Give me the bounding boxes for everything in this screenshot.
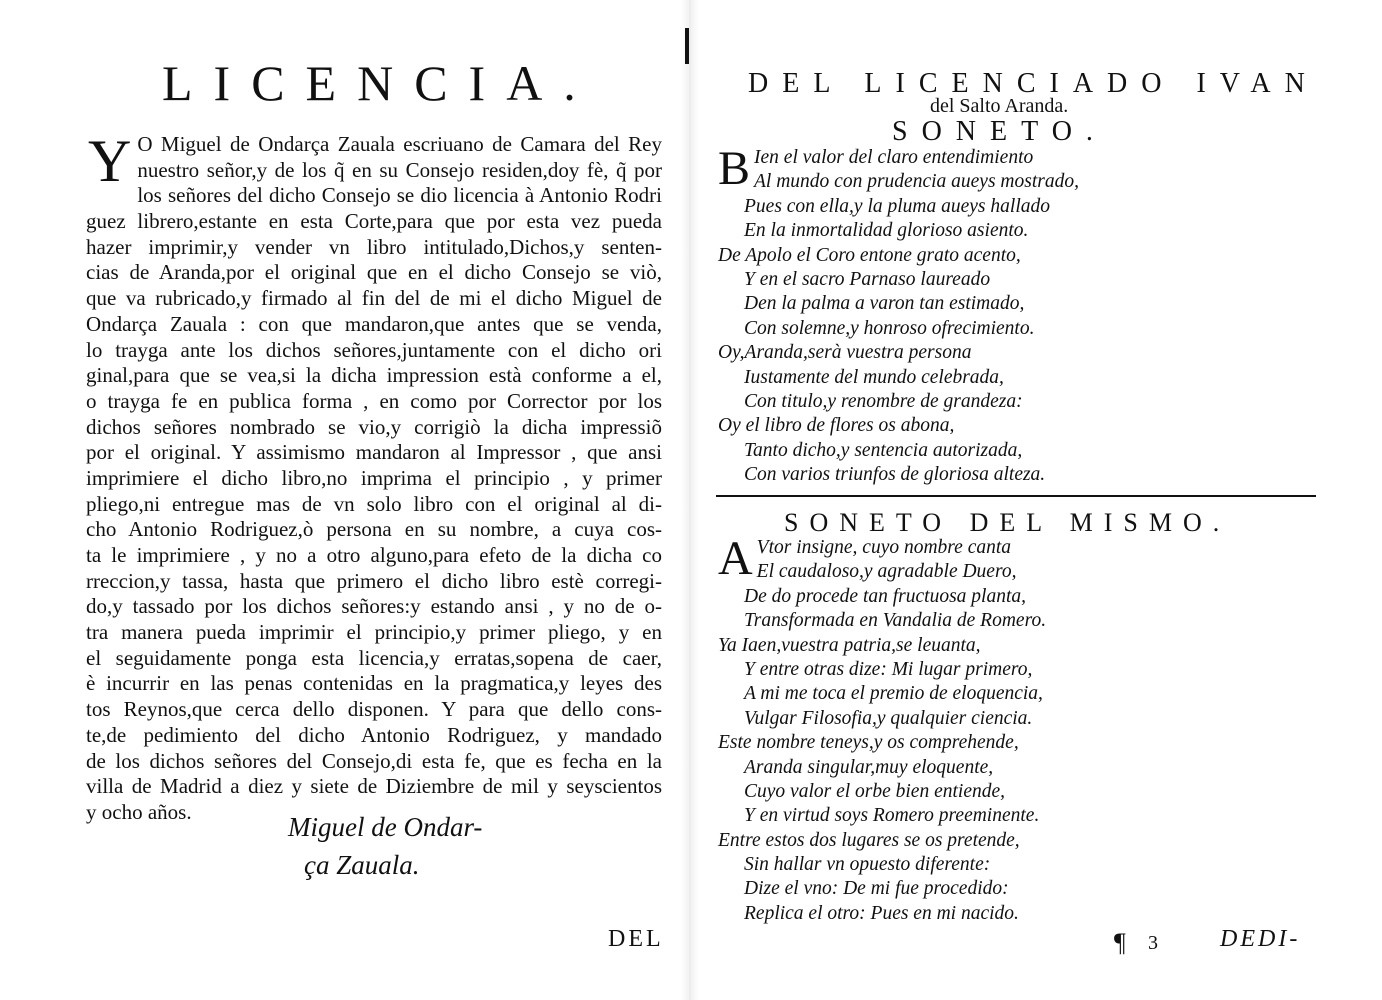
verse-line: Den la palma a varon tan estimado, xyxy=(744,293,1025,315)
text-line: los señores del dicho Consejo se dio licencia à Antonio Rodri xyxy=(137,183,662,208)
text-line: y ocho años. xyxy=(86,799,192,824)
text-line: ginal,para que se vea,si la dicha impression està conforme a el, xyxy=(86,363,662,388)
text-line: pliego,ni entregue mas de vn solo libro con el original al di- xyxy=(86,491,662,516)
text-line: cias de Aranda,por el original que en el dicho Consejo se viò, xyxy=(86,260,662,285)
text-line: do,y tassado por los dichos señores:y estando ansi , y no de o- xyxy=(86,594,662,619)
verse-line: Este nombre teneys,y os comprehende, xyxy=(718,732,1019,754)
gutter-mark xyxy=(685,28,689,64)
verse-line: Sin hallar vn opuesto diferente: xyxy=(744,854,991,876)
text-line: è incurrir en las penas contenidas en la pragmatica,y leyes des xyxy=(86,671,662,696)
catchword: DEL xyxy=(608,926,664,952)
text-line: tra manera pueda imprimir el principio,y primer pliego, y en xyxy=(86,620,662,645)
text-line: que va rubricado,y firmado al fin del de mi el dicho Miguel de xyxy=(86,286,662,311)
text-line: imprimiere el dicho libro,no imprima el principio , y primer xyxy=(86,465,662,490)
catchword: DEDI- xyxy=(1220,926,1301,952)
page-title: LICENCIA. xyxy=(162,55,597,111)
text-line: nuestro señor,y de los q̃ en su Consejo residen,doy fè, q̃ por xyxy=(137,157,662,182)
page-header: DEL LICENCIADO IVAN xyxy=(748,68,1319,99)
verse-line: Al mundo con prudencia aueys mostrado, xyxy=(754,171,1079,193)
verse-line: De Apolo el Coro entone grato acento, xyxy=(718,244,1021,266)
verse-line: Dize el vno: De mi fue procedido: xyxy=(744,878,1009,900)
sonnet-2 xyxy=(718,532,1318,926)
book-gutter xyxy=(681,0,699,1000)
verse-line: Con titulo,y renombre de grandeza: xyxy=(744,390,1023,412)
verse-text: Vtor insigne, cuyo nombre canta xyxy=(756,537,1012,558)
verse-line: Aranda singular,muy eloquente, xyxy=(744,756,994,778)
verse-line: Cuyo valor el orbe bien entiende, xyxy=(744,780,1006,802)
signature-line: ça Zauala. xyxy=(304,850,420,880)
page-number: 3 xyxy=(1148,932,1158,954)
text-line: ta le imprimiere , y no a otro alguno,para efeto de la dicha co xyxy=(86,543,662,567)
text-line: o trayga fe en publica forma , en como por Corrector por los xyxy=(86,388,662,413)
divider-rule xyxy=(716,495,1316,497)
drop-cap: B xyxy=(718,142,751,195)
verse-line: Con varios triunfos de gloriosa alteza. xyxy=(744,464,1046,486)
text-line: rreccion,y tassa, hasta que primero el dicho libro estè corregi- xyxy=(86,568,662,593)
page-subheader: del Salto Aranda. xyxy=(930,95,1069,117)
license-text xyxy=(86,128,662,826)
verse-line: Oy,Aranda,serà vuestra persona xyxy=(718,342,972,364)
verse-line: Replica el otro: Pues en mi nacido. xyxy=(744,902,1019,924)
verse-line: Y en el sacro Parnaso laureado xyxy=(744,268,991,290)
verse-line: Pues con ella,y la pluma aueys hallado xyxy=(744,195,1050,217)
sonnet-1 xyxy=(718,142,1318,487)
verse-line: Oy el libro de flores os abona, xyxy=(718,415,955,437)
text-line: de los dichos señores del Consejo,di esta fe, que es fecha en la xyxy=(86,748,662,773)
text-line: cho Antonio Rodriguez,ò persona en su nombre, a cuya cos- xyxy=(86,517,662,542)
verse-line: Y en virtud soys Romero preeminente. xyxy=(744,805,1040,827)
verse-line: Vulgar Filosofia,y qualquier ciencia. xyxy=(744,707,1033,729)
text-line: O Miguel de Ondarça Zauala escriuano de Camara del Rey xyxy=(137,132,662,156)
text-line: villa de Madrid a diez y siete de Diziembre de mil y seyscientos xyxy=(86,774,662,799)
signature-line: Miguel de Ondar- xyxy=(288,812,483,842)
drop-cap: A xyxy=(718,532,753,585)
verse-line: Ya Iaen,vuestra patria,se leuanta, xyxy=(718,634,981,656)
verse-line: De do procede tan fructuosa planta, xyxy=(744,585,1026,607)
text-line: por el original. Y assimismo mandaron al Impressor , que ansi xyxy=(86,440,662,465)
verse-text: Ien el valor del claro entendimiento xyxy=(754,147,1034,168)
verse-line: Iustamente del mundo celebrada, xyxy=(744,366,1004,388)
sonnet-heading: SONETO DEL MISMO. xyxy=(784,508,1231,537)
text-line: el seguidamente ponga esta licencia,y erratas,sopena de caer, xyxy=(86,645,662,670)
signature xyxy=(288,808,482,884)
verse-line: Transformada en Vandalia de Romero. xyxy=(744,610,1047,632)
verse-line: A mi me toca el premio de eloquencia, xyxy=(744,683,1043,705)
verse-line: Y entre otras dize: Mi lugar primero, xyxy=(744,658,1033,680)
sonnet-heading: SONETO. xyxy=(892,116,1107,147)
text-line: te,de pedimiento del dicho Antonio Rodriguez, y mandado xyxy=(86,722,662,747)
text-line: lo trayga ante los dichos señores,juntamente con el dicho ori xyxy=(86,337,662,362)
verse-line: En la inmortalidad glorioso asiento. xyxy=(744,220,1029,242)
right-page xyxy=(700,0,1382,1000)
verse-line: Entre estos dos lugares se os pretende, xyxy=(718,829,1020,851)
text-line: tos Reynos,que cerca dello disponen. Y para que dello cons- xyxy=(86,697,662,722)
text-line: guez librero,estante en esta Corte,para que por esta vez pueda xyxy=(86,209,662,234)
verse-line: Tanto dicho,y sentencia autorizada, xyxy=(744,439,1023,461)
left-page xyxy=(0,0,680,1000)
text-line: Ondarça Zauala : con que mandaron,que antes que se venda, xyxy=(86,311,662,336)
verse-line: El caudaloso,y agradable Duero, xyxy=(756,561,1017,583)
text-line: dichos señores nombrado se vio,y corrigiò la dicha impressiõ xyxy=(86,414,662,439)
text-line: hazer imprimir,y vender vn libro intitulado,Dichos,y senten- xyxy=(86,234,662,259)
pilcrow-mark: ¶ xyxy=(1114,928,1126,957)
drop-cap: Y xyxy=(88,128,132,194)
verse-line: Con solemne,y honroso ofrecimiento. xyxy=(744,317,1035,339)
